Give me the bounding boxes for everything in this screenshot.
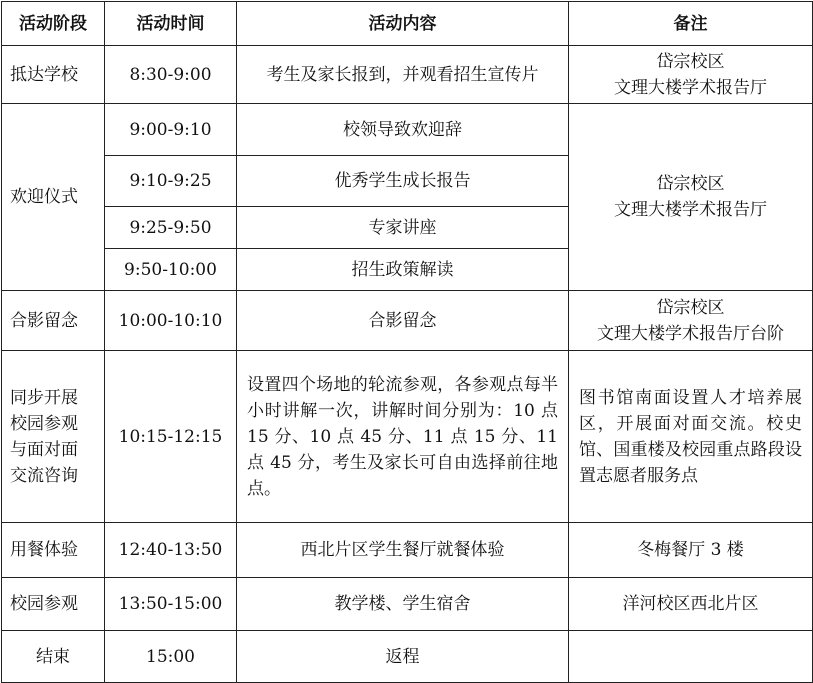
note-cell	[569, 291, 813, 351]
table-row	[2, 578, 813, 631]
note-cell: 洋河校区西北片区	[569, 578, 813, 631]
time-cell: 9:50-10:00	[105, 249, 237, 291]
content-cell: 合影留念	[237, 291, 569, 351]
note-line: 岱宗校区	[656, 51, 725, 72]
content-cell: 返程	[237, 631, 569, 683]
header-time: 活动时间	[105, 2, 237, 46]
note-cell	[569, 104, 813, 291]
stage-line: 校园参观	[10, 413, 78, 434]
table-row	[2, 631, 813, 683]
stage-cell: 校园参观	[2, 578, 105, 631]
time-cell: 9:00-9:10	[105, 104, 237, 156]
time-cell: 10:15-12:15	[105, 351, 237, 523]
stage-cell: 结束	[2, 631, 105, 683]
stage-line: 交流咨询	[10, 465, 78, 486]
time-cell: 12:40-13:50	[105, 523, 237, 578]
note-cell	[569, 631, 813, 683]
note-cell: 图书馆南面设置人才培养展区，开展面对面交流。校史馆、国重楼及校园重点路段设置志愿者服务点	[569, 351, 813, 523]
stage-cell: 抵达学校	[2, 46, 105, 104]
content-cell: 设置四个场地的轮流参观，各参观点每半小时讲解一次，讲解时间分别为：10 点 15 分、10 点 45 分、11 点 15 分、11 点 45 分，考生及家长可自由选择前往地点。	[237, 351, 569, 523]
time-cell: 15:00	[105, 631, 237, 683]
content-cell: 校领导致欢迎辞	[237, 104, 569, 156]
table-row	[2, 523, 813, 578]
table-row	[2, 46, 813, 104]
stage-cell: 用餐体验	[2, 523, 105, 578]
content-cell: 西北片区学生餐厅就餐体验	[237, 523, 569, 578]
time-cell: 8:30-9:00	[105, 46, 237, 104]
stage-cell	[2, 351, 105, 523]
time-cell: 13:50-15:00	[105, 578, 237, 631]
content-cell: 招生政策解读	[237, 249, 569, 291]
table-row	[2, 291, 813, 351]
header-row	[2, 2, 813, 46]
note-line: 岱宗校区	[656, 297, 725, 318]
content-cell: 专家讲座	[237, 207, 569, 249]
header-note: 备注	[569, 2, 813, 46]
time-cell: 9:10-9:25	[105, 156, 237, 207]
schedule-table	[1, 1, 813, 683]
header-stage: 活动阶段	[2, 2, 105, 46]
table-row	[2, 104, 813, 156]
note-line: 岱宗校区	[656, 174, 725, 194]
note-line: 文理大楼学术报告厅台阶	[597, 323, 784, 344]
time-cell: 9:25-9:50	[105, 207, 237, 249]
table-row	[2, 351, 813, 523]
time-cell: 10:00-10:10	[105, 291, 237, 351]
content-cell: 优秀学生成长报告	[237, 156, 569, 207]
note-line: 文理大楼学术报告厅	[614, 200, 767, 220]
stage-cell: 合影留念	[2, 291, 105, 351]
note-cell	[569, 46, 813, 104]
note-cell: 冬梅餐厅 3 楼	[569, 523, 813, 578]
header-content: 活动内容	[237, 2, 569, 46]
stage-line: 与面对面	[10, 439, 78, 460]
note-line: 文理大楼学术报告厅	[614, 77, 767, 98]
stage-line: 同步开展	[10, 387, 78, 408]
content-cell: 教学楼、学生宿舍	[237, 578, 569, 631]
stage-cell: 欢迎仪式	[2, 104, 105, 291]
content-cell: 考生及家长报到，并观看招生宣传片	[237, 46, 569, 104]
